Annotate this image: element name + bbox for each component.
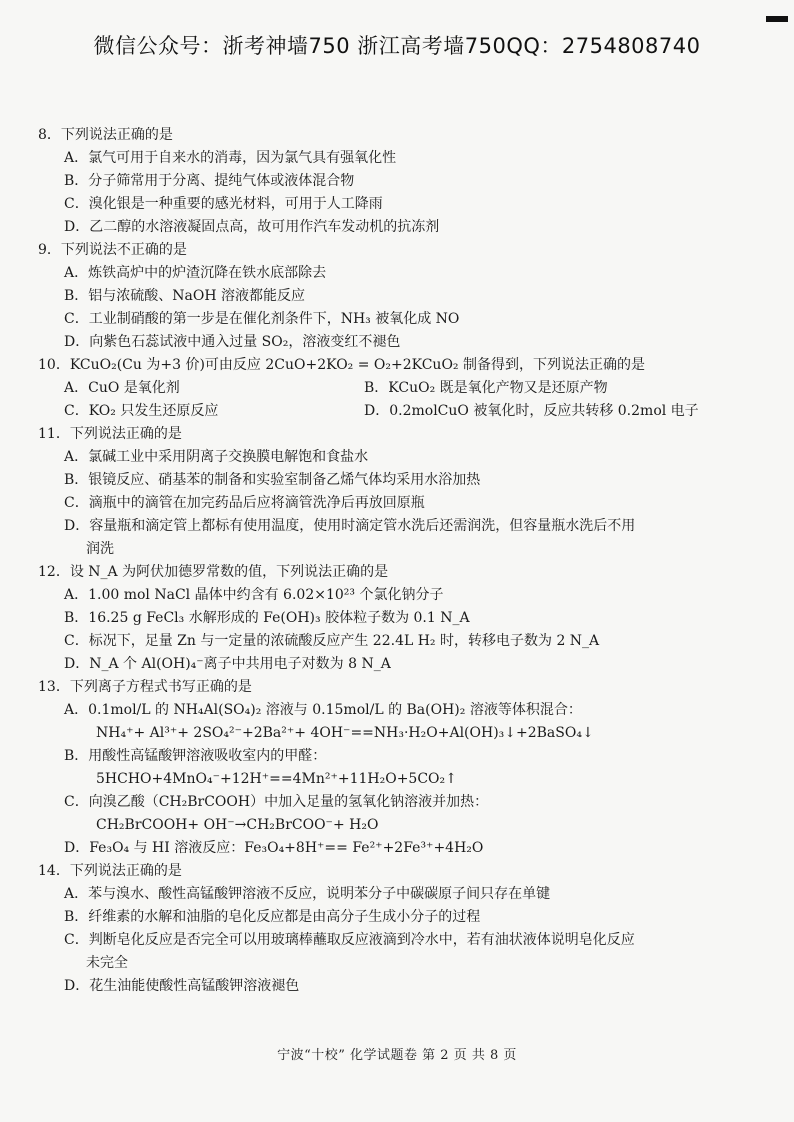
question-stem: 14．下列说法正确的是	[38, 863, 182, 879]
option-c: C．工业制硝酸的第一步是在催化剂条件下，NH₃ 被氧化成 NO	[64, 311, 460, 327]
corner-mark	[766, 16, 788, 22]
option-c	[38, 929, 728, 975]
equation: 5HCHO+4MnO₄⁻+12H⁺==4Mn²⁺+11H₂O+5CO₂↑	[96, 771, 457, 787]
option-a: A．1.00 mol NaCl 晶体中约含有 6.02×10²³ 个氯化钠分子	[64, 587, 444, 603]
question-stem: 9．下列说法不正确的是	[38, 242, 187, 258]
option-d-text: D．容量瓶和滴定管上都标有使用温度，使用时滴定管水洗后还需润洗，但容量瓶水洗后不用	[64, 518, 636, 534]
option-b: B．KCuO₂ 既是氧化产物又是还原产物	[364, 380, 608, 396]
option-c-text: C．判断皂化反应是否完全可以用玻璃棒蘸取反应液滴到冷水中，若有油状液体说明皂化反应	[64, 932, 635, 948]
option-a: A．苯与溴水、酸性高锰酸钾溶液不反应，说明苯分子中碳碳原子间只存在单键	[64, 886, 551, 902]
option-c: C．向溴乙酸（CH₂BrCOOH）中加入足量的氢氧化钠溶液并加热：	[64, 794, 489, 810]
question-10	[38, 354, 728, 423]
option-row	[38, 400, 728, 423]
question-8	[38, 124, 728, 239]
option-b: B．铝与浓硫酸、NaOH 溶液都能反应	[64, 288, 306, 304]
option-c: C．滴瓶中的滴管在加完药品后应将滴管洗净后再放回原瓶	[64, 495, 425, 511]
option-a: A．氯气可用于自来水的消毒，因为氯气具有强氧化性	[64, 150, 397, 166]
equation: CH₂BrCOOH+ OH⁻→CH₂BrCOO⁻+ H₂O	[96, 817, 379, 833]
option-c: C．KO₂ 只发生还原反应	[64, 403, 219, 419]
question-12	[38, 561, 728, 676]
option-row	[38, 377, 728, 400]
question-9	[38, 239, 728, 354]
option-d: D．Fe₃O₄ 与 HI 溶液反应：Fe₃O₄+8H⁺== Fe²⁺+2Fe³⁺+4H₂O	[64, 840, 484, 856]
option-b: B．银镜反应、硝基苯的制备和实验室制备乙烯气体均采用水浴加热	[64, 472, 481, 488]
question-stem: 8．下列说法正确的是	[38, 127, 173, 143]
equation: NH₄⁺+ Al³⁺+ 2SO₄²⁻+2Ba²⁺+ 4OH⁻==NH₃·H₂O+Al(OH)₃↓+2BaSO₄↓	[96, 725, 594, 741]
option-a: A．氯碱工业中采用阴离子交换膜电解饱和食盐水	[64, 449, 369, 465]
question-14	[38, 860, 728, 998]
page-footer: 宁波“十校” 化学试题卷 第 2 页 共 8 页	[277, 1048, 517, 1063]
option-b: B．纤维素的水解和油脂的皂化反应都是由高分子生成小分子的过程	[64, 909, 481, 925]
question-list	[38, 124, 728, 998]
question-stem: 11．下列说法正确的是	[38, 426, 182, 442]
option-c: C．标况下，足量 Zn 与一定量的浓硫酸反应产生 22.4L H₂ 时，转移电子数为 2 N_A	[64, 633, 600, 649]
option-a: A．炼铁高炉中的炉渣沉降在铁水底部除去	[64, 265, 327, 281]
option-c-continuation: 未完全	[86, 955, 128, 971]
option-b: B．16.25 g FeCl₃ 水解形成的 Fe(OH)₃ 胶体粒子数为 0.1 N_A	[64, 610, 470, 626]
option-b: B．分子筛常用于分离、提纯气体或液体混合物	[64, 173, 355, 189]
option-d-continuation: 润洗	[86, 541, 114, 557]
question-13	[38, 676, 728, 860]
option-a: A．0.1mol/L 的 NH₄Al(SO₄)₂ 溶液与 0.15mol/L 的 Ba(OH)₂ 溶液等体积混合：	[64, 702, 582, 718]
question-11	[38, 423, 728, 561]
question-stem: 10．KCuO₂(Cu 为+3 价)可由反应 2CuO+2KO₂ = O₂+2KCuO₂ 制备得到，下列说法正确的是	[38, 357, 645, 373]
question-stem: 13．下列离子方程式书写正确的是	[38, 679, 252, 695]
option-d	[38, 515, 728, 561]
option-c: C．溴化银是一种重要的感光材料，可用于人工降雨	[64, 196, 383, 212]
option-d: D．乙二醇的水溶液凝固点高，故可用作汽车发动机的抗冻剂	[64, 219, 440, 235]
option-d: D．N_A 个 Al(OH)₄⁻离子中共用电子对数为 8 N_A	[64, 656, 391, 672]
question-stem: 12．设 N_A 为阿伏加德罗常数的值，下列说法正确的是	[38, 564, 389, 580]
option-d: D．向紫色石蕊试液中通入过量 SO₂，溶液变红不褪色	[64, 334, 401, 350]
watermark-header: 微信公众号：浙考神墙750 浙江高考墙750QQ：2754808740	[93, 34, 701, 58]
option-a: A．CuO 是氧化剂	[64, 380, 180, 396]
option-b: B．用酸性高锰酸钾溶液吸收室内的甲醛：	[64, 748, 327, 764]
option-d: D．花生油能使酸性高锰酸钾溶液褪色	[64, 978, 300, 994]
option-d: D．0.2molCuO 被氧化时，反应共转移 0.2mol 电子	[364, 403, 699, 419]
